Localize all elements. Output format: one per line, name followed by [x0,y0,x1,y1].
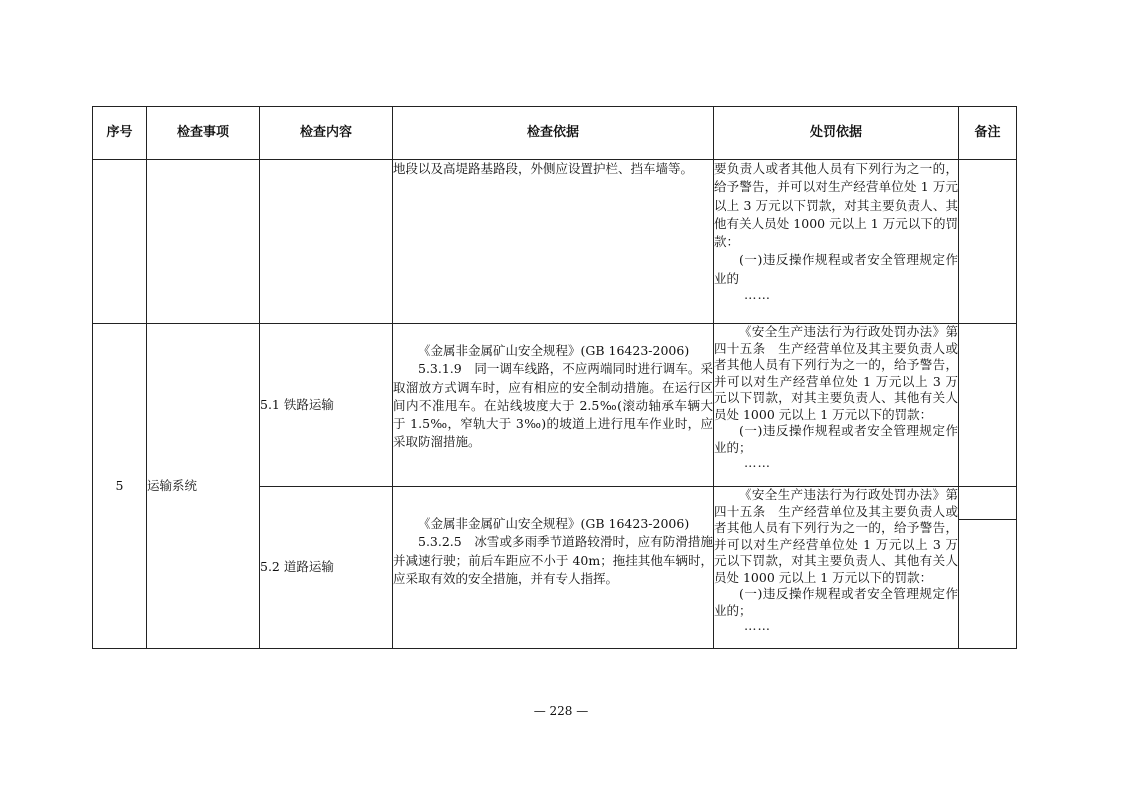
basis-source: 《金属非金属矿山安全规程》(GB 16423-2006) [418,516,690,531]
ellipsis: …… [744,455,771,470]
penalty-item-1: (一)违反操作规程或者安全管理规定作业的； [714,423,958,455]
penalty-item-1: (一)违反操作规程或者安全管理规定作业的； [714,586,958,618]
table-row-continued [93,160,1017,324]
table-row-5-1 [93,324,1017,487]
basis-text: 地段以及高堤路基路段，外侧应设置护栏、挡车墙等。 [393,161,694,176]
cell-penalty-continued [714,160,959,324]
cell-item-empty [147,160,260,324]
cell-penalty-road [714,487,959,649]
header-content: 检查内容 [260,107,393,160]
penalty-text: 要负责人或者其他人员有下列行为之一的，给予警告，并可以对生产经营单位处 1 万元以上 3 万元以下罚款，对其主要负责人、其他有关人员处 1000 元以上 1 万元以下的罚款： [714,161,958,250]
penalty-text: 《安全生产违法行为行政处罚办法》第四十五条 生产经营单位及其主要负责人或者其他人员有下列行为之一的，给予警告，并可以对生产经营单位处 1 万元以上 3 万元以下罚款，对其主要负责人、其他有关人员处 1000 元以上 1 万元以下的罚款： [714,324,958,422]
header-no: 序号 [93,107,147,160]
ellipsis: …… [744,287,771,303]
cell-basis-rail [393,324,714,487]
cell-remark-rail [959,324,1017,487]
penalty-text: 《安全生产违法行为行政处罚办法》第四十五条 生产经营单位及其主要负责人或者其他人员有下列行为之一的，给予警告，并可以对生产经营单位处 1 万元以上 3 万元以下罚款，对其主要负责人、其他有关人员处 1000 元以上 1 万元以下的罚款： [714,487,958,585]
cell-item: 运输系统 [147,324,260,649]
cell-content-rail: 5.1 铁路运输 [260,324,393,487]
cell-basis-road [393,487,714,649]
basis-clause: 5.3.1.9 同一调车线路，不应两端同时进行调车。采取溜放方式调车时，应有相应的安全制动措施。在运行区间内不准甩车。在站线坡度大于 2.5‰(滚动轴承车辆大于 1.5‰，窄轨大于 3‰)的坡道上进行甩车作业时，应采取防溜措施。 [393,361,713,450]
header-penalty: 处罚依据 [714,107,959,160]
header-row [93,107,1017,160]
cell-content-empty [260,160,393,324]
cell-basis-continued [393,160,714,324]
penalty-item-1: (一)违反操作规程或者安全管理规定作业的 [714,252,958,286]
inspection-table [92,106,1017,649]
basis-clause: 5.3.2.5 冰雪或多雨季节道路较滑时，应有防滑措施并减速行驶；前后车距应不小于 40m；拖挂其他车辆时，应采取有效的安全措施，并有专人指挥。 [393,534,713,586]
header-basis: 检查依据 [393,107,714,160]
ellipsis: …… [744,618,771,633]
cell-remark-road [959,487,1017,649]
remark-divider [959,487,1016,520]
header-remark: 备注 [959,107,1017,160]
cell-content-road: 5.2 道路运输 [260,487,393,649]
cell-no-empty [93,160,147,324]
cell-no: 5 [93,324,147,649]
header-item: 检查事项 [147,107,260,160]
cell-remark-empty [959,160,1017,324]
page-number: — 228 — [533,704,589,718]
cell-penalty-rail [714,324,959,487]
basis-source: 《金属非金属矿山安全规程》(GB 16423-2006) [418,343,690,358]
